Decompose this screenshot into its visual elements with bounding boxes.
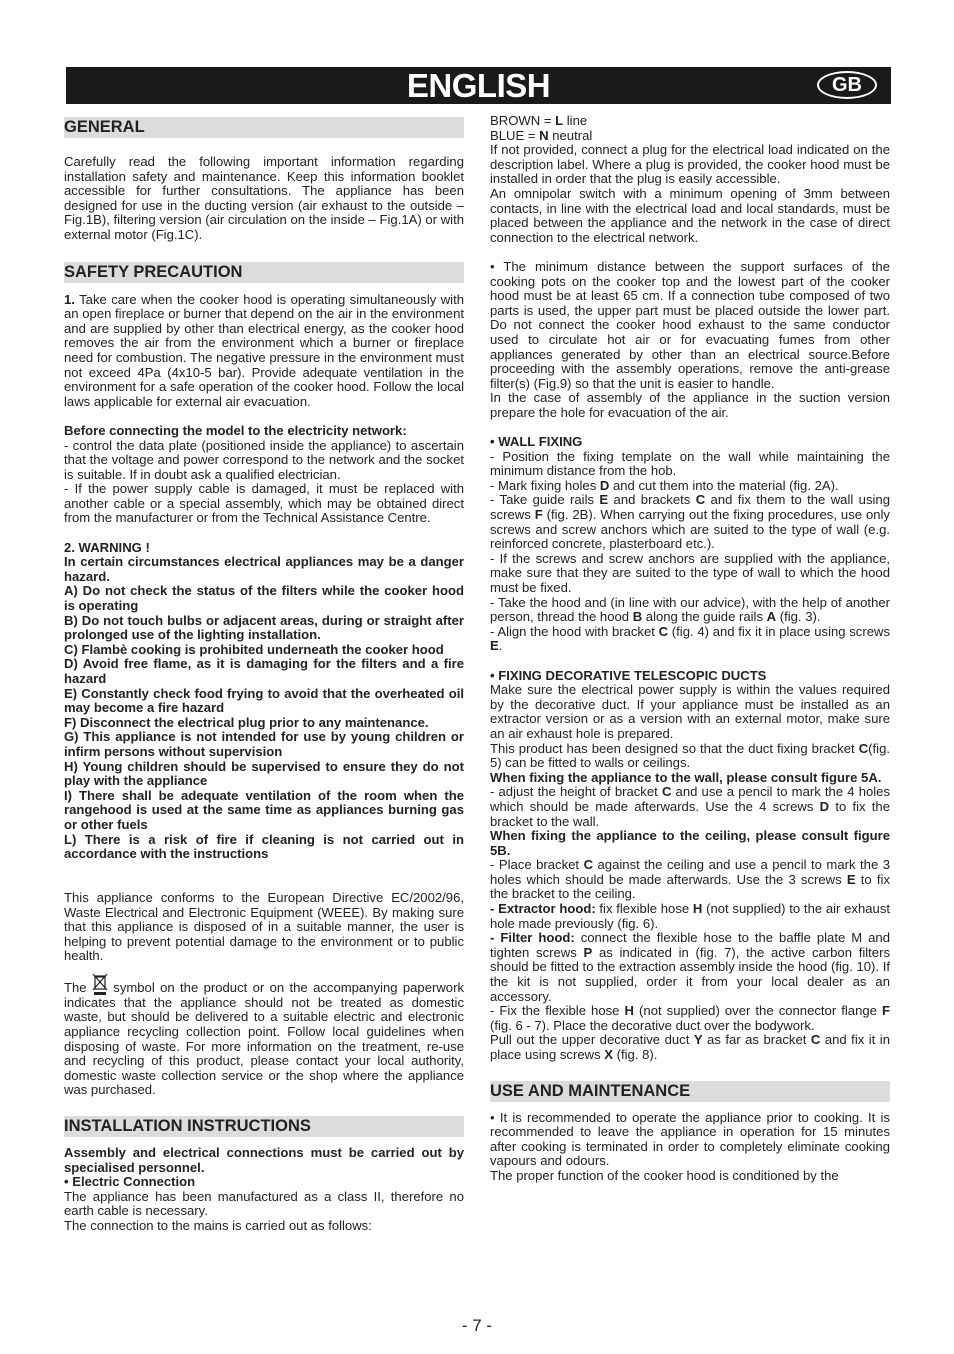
duct-text-6: - Place bracket C against the ceiling and use a pencil to mark the 3 holes which should be made afterwards. Use the 3 screws E to fix the bracket to the ceiling. bbox=[490, 857, 891, 902]
warning-item: H) Young children should be supervised to ensure they do not play with the appliance bbox=[64, 758, 464, 789]
duct-text-4: - adjust the height of bracket C and use a pencil to mark the 4 holes which should be made afterwards. Use the 4 screws D to fix the bracket to the wall. bbox=[490, 784, 890, 829]
language-title: ENGLISH bbox=[406, 67, 551, 104]
country-badge: GB bbox=[817, 71, 877, 99]
warning-item: E) Constantly check food frying to avoid that the overheated oil may become a fire hazard bbox=[64, 685, 464, 716]
warning-item: F) Disconnect the electrical plug prior to any maintenance. bbox=[64, 714, 429, 730]
wall-step-6: - Align the hood with bracket C (fig. 4) and fix it in place using screws E. bbox=[490, 623, 891, 654]
general-text: Carefully read the following important information regarding installation safety and maintenance. Keep this information booklet accessible for further consultations. The appliance has been designed for use in the ducting version (air exhaust to the outside – Fig.1B), filtering version (air circulation on the inside – Fig.1A) or with external motor (Fig.1C). bbox=[64, 154, 464, 242]
wall-fixing-heading: • WALL FIXING bbox=[490, 434, 583, 450]
blue-wire: BLUE = N neutral bbox=[490, 127, 593, 143]
safety-paragraph-1: 1. Take care when the cooker hood is operating simultaneously with an open fireplace or burner that depend on the air in the environment and are supplied by other than electrical energy, as the cooker hood removes the air from the environment which a burner or fireplace need for combustion. The negative pressure in the environment must not exceed 4Pa (4x10-5 bar). Provide adequate ventilation in the environment for a safe operation of the cooker hood. Follow the local laws applicable for external air evacuation. bbox=[64, 291, 464, 409]
wall-step-5: - Take the hood and (in line with our advice), with the help of another person, thread the hood B along the guide rails A (fig. 3). bbox=[490, 594, 890, 625]
warning-item: D) Avoid free flame, as it is damaging for the filters and a fire hazard bbox=[64, 656, 464, 686]
crossed-bin-icon bbox=[92, 972, 108, 996]
electric-connection-1: The appliance has been manufactured as a class II, therefore no earth cable is necessary. bbox=[64, 1188, 464, 1219]
warning-item: A) Do not check the status of the filters while the cooker hood is operating bbox=[64, 583, 464, 614]
duct-text-1: Make sure the electrical power supply is within the values required by the decorative duct. If your appliance must be installed as an extractor version or as a version with an external motor, make sure an air exhaust hole is prepared. bbox=[490, 682, 890, 741]
heading-general: GENERAL bbox=[64, 117, 464, 138]
weee-paragraph-1: This appliance conforms to the European Directive EC/2002/96, Waste Electrical and Electronic Equipment (WEEE). By making sure that this appliance is disposed of in a suitable manner, the user is helping to prevent potential damage to the environment or to public health. bbox=[64, 889, 464, 964]
wall-step-1: - Position the fixing template on the wall while maintaining the minimum distance from the hob. bbox=[490, 448, 890, 479]
warning-intro: In certain circumstances electrical appliances may be a danger hazard. bbox=[64, 554, 464, 584]
heading-use-maintenance: USE AND MAINTENANCE bbox=[490, 1081, 890, 1102]
left-column bbox=[64, 117, 464, 1234]
electric-connection-heading: • Electric Connection bbox=[64, 1174, 196, 1190]
before-connecting-2: - If the power supply cable is damaged, it must be replaced with another cable or a special assembly, which may be obtained direct from the manufacturer or from the Technical Assistance Centre. bbox=[64, 481, 464, 526]
duct-ceiling-note: When fixing the appliance to the ceiling, please consult figure 5B. bbox=[490, 828, 890, 858]
plug-text: If not provided, connect a plug for the electrical load indicated on the description label. Where a plug is provided, the cooker hood must be installed in order that the plug is easily accessible. bbox=[490, 142, 890, 187]
before-connecting-heading: Before connecting the model to the electricity network: bbox=[64, 422, 407, 438]
right-column bbox=[490, 114, 890, 1184]
installation-intro: Assembly and electrical connections must be carried out by specialised personnel. bbox=[64, 1145, 464, 1175]
wall-step-4: - If the screws and screw anchors are supplied with the appliance, make sure that they are suited to the type of wall to which the hood must be fixed. bbox=[490, 550, 890, 595]
duct-text-7: - Extractor hood: fix flexible hose H (not supplied) to the air exhaust hole made previously (fig. 6). bbox=[490, 901, 891, 931]
suction-text: In the case of assembly of the appliance in the suction version prepare the hole for evacuation of the air. bbox=[490, 390, 890, 420]
warning-item: C) Flambè cooking is prohibited underneath the cooker hood bbox=[64, 641, 444, 657]
duct-wall-note: When fixing the appliance to the wall, please consult figure 5A. bbox=[490, 769, 882, 785]
use-text-1: • It is recommended to operate the appliance prior to cooking. It is recommended to leave the appliance in operation for 15 minutes after cooking is terminated in order to completely eliminate cooking vapours and odours. bbox=[490, 1109, 890, 1169]
weee-paragraph-2: The symbol on the product or on the accompanying paperwork indicates that the appliance should not be treated as domestic waste, but should be delivered to a suitable electric and electronic appliance recycling collection point. Follow local guidelines when disposing of waste. For more information on the treatment, re-use and recycling of this product, please contact your local authority, domestic waste collection service or the shop where the appliance was purchased. bbox=[64, 972, 464, 1098]
switch-text: An omnipolar switch with a minimum opening of 3mm between contacts, in line with the electrical load and local standards, must be placed between the appliance and the network in the case of direct connection to the electrical network. bbox=[490, 185, 890, 245]
wall-step-3: - Take guide rails E and brackets C and fix them to the wall using screws F (fig. 2B). When carrying out the fixing procedures, use only screws and screw anchors which are suited to the type of wall (e.g. reinforced concrete, plasterboard etc.). bbox=[490, 492, 890, 552]
distance-text: • The minimum distance between the support surfaces of the cooking pots on the cooker top and the lowest part of the cooker hood must be at least 65 cm. If a connection tube composed of two parts is used, the upper part must be placed outside the lower part. Do not connect the cooker hood exhaust to the same conductor used to circulate hot air or for evacuating fumes from other appliances generated by other than an electrical source.Before proceeding with the assembly operations, remove the anti-grease filter(s) (Fig.9) so that the unit is easier to handle. bbox=[490, 258, 890, 391]
electric-connection-2: The connection to the mains is carried out as follows: bbox=[64, 1218, 372, 1233]
duct-text-8: - Filter hood: connect the flexible hose to the baffle plate M and tighten screws P as indicated in (fig. 7), the active carbon filters should be fitted to the extraction assembly inside the hood (fig. 10). If the kit is not supplied, order it from your local dealer as an accessory. bbox=[490, 930, 890, 1004]
use-text-2: The proper function of the cooker hood is conditioned by the bbox=[490, 1167, 839, 1183]
duct-heading: • FIXING DECORATIVE TELESCOPIC DUCTS bbox=[490, 667, 767, 683]
heading-installation: INSTALLATION INSTRUCTIONS bbox=[64, 1116, 464, 1137]
before-connecting-1: - control the data plate (positioned inside the appliance) to ascertain that the voltage and power correspond to the network and the socket is suitable. If in doubt ask a qualified electrician. bbox=[64, 437, 464, 482]
heading-safety: SAFETY PRECAUTION bbox=[64, 262, 464, 283]
brown-wire: BROWN = L line bbox=[490, 113, 588, 128]
warning-item: B) Do not touch bulbs or adjacent areas, during or straight after prolonged use of the lighting installation. bbox=[64, 612, 464, 643]
duct-text-9: - Fix the flexible hose H (not supplied) over the connector flange F (fig. 6 - 7). Place the decorative duct over the bodywork. bbox=[490, 1003, 891, 1033]
language-banner bbox=[66, 67, 891, 104]
warning-heading: 2. WARNING ! bbox=[64, 539, 150, 555]
warning-item: G) This appliance is not intended for use by young children or infirm persons without supervision bbox=[64, 729, 464, 759]
warning-item: I) There shall be adequate ventilation of the room when the rangehood is used at the same time as appliances burning gas or other fuels bbox=[64, 787, 464, 832]
warning-item: L) There is a risk of fire if cleaning is not carried out in accordance with the instructions bbox=[64, 831, 464, 862]
duct-text-10: Pull out the upper decorative duct Y as far as bracket C and fix it in place using screws X (fig. 8). bbox=[490, 1032, 890, 1062]
duct-text-2: This product has been designed so that the duct fixing bracket C(fig. 5) can be fitted to walls or ceilings. bbox=[490, 740, 890, 771]
wall-step-2: - Mark fixing holes D and cut them into the material (fig. 2A). bbox=[490, 477, 839, 493]
page-number: - 7 - bbox=[461, 1316, 493, 1335]
